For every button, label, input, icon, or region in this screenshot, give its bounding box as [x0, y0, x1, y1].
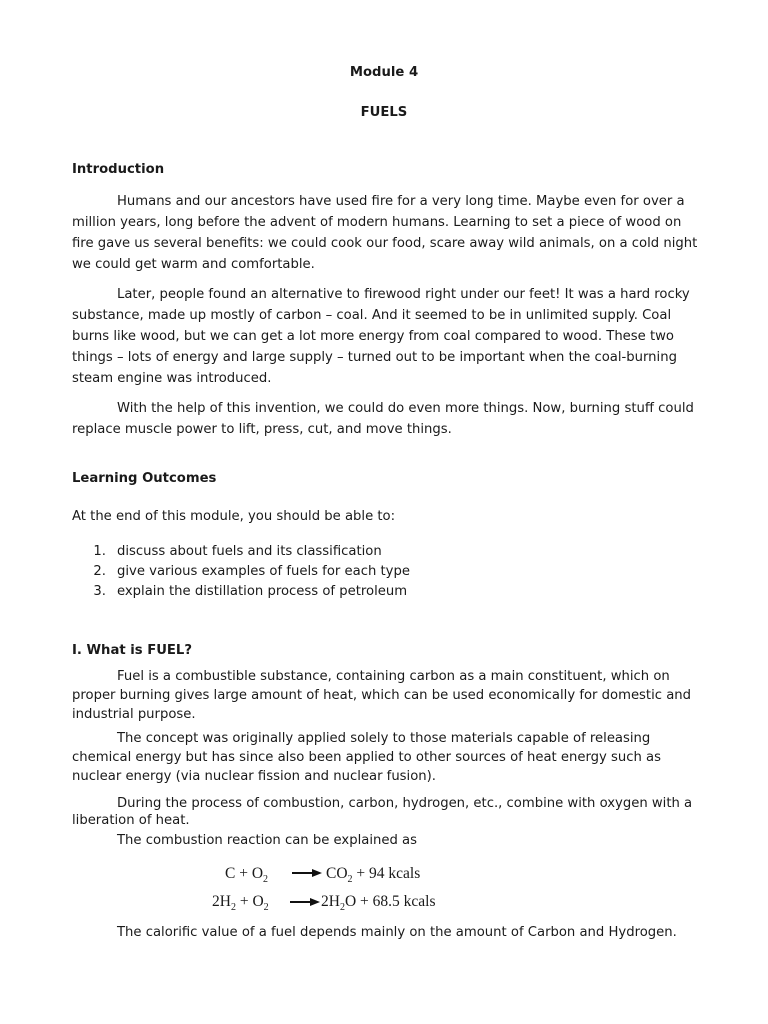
list-item [72, 582, 410, 602]
module-title: Module 4 [349, 65, 419, 80]
fuel-paragraph-2: The concept was originally applied solely to those materials capable of releasing chemical energy but has since also been applied to other sources of heat energy such as nuclear energy (via nuclear fission and nuclear fusion). [72, 731, 662, 784]
equation-1-rhs: $CO_2 + 94$ kcals [326, 865, 421, 886]
list-text: discuss about fuels and its classification [117, 544, 382, 559]
list-item [72, 542, 410, 562]
intro-paragraph-1: Humans and our ancestors have used fire for a very long time. Maybe even for over a million years, long before the advent of modern humans. Learning to set a piece of wood on fire gave us several benefits: we could cook our food, scare away wild animals, on a cold night we could get warm and comfortable. [72, 194, 698, 272]
list-text: explain the distillation process of petroleum [117, 584, 408, 599]
outcomes-list [72, 542, 410, 602]
outcomes-lead: At the end of this module, you should be able to: [72, 509, 396, 524]
intro-paragraph-2: Later, people found an alternative to firewood right under our feet! It was a hard rocky substance, made up mostly of carbon – coal. And it seemed to be in unlimited supply. Coal burns like wood, but we can get a lot more energy from coal compared to wood. These two things – lots of energy and large supply – turned out to be important when the coal-burning steam engine was introduced. [72, 287, 690, 386]
equation-2-rhs: $2H_2O + 68.5$ kcals [321, 893, 436, 914]
equation-1-lhs: $C + O_2$ [225, 865, 269, 886]
fuel-paragraph-4: The combustion reaction can be explained as [117, 833, 417, 848]
module-subtitle: FUELS [360, 105, 408, 120]
fuel-paragraph-3: During the process of combustion, carbon, hydrogen, etc., combine with oxygen with a liberation of heat. [72, 796, 693, 828]
learning-outcomes-heading: Learning Outcomes [72, 471, 217, 486]
equation-2-lhs: $2H_2 + O_2$ [212, 893, 269, 914]
reaction-arrow-icon [290, 896, 320, 908]
what-is-fuel-heading: I. What is FUEL? [72, 643, 192, 658]
fuel-paragraph-1: Fuel is a combustible substance, containing carbon as a main constituent, which on proper burning gives large amount of heat, which can be used economically for domestic and industrial purpose. [72, 669, 692, 722]
list-number: 1. [93, 544, 106, 559]
reaction-arrow-icon [292, 867, 322, 879]
intro-paragraph-3: With the help of this invention, we could do even more things. Now, burning stuff could replace muscle power to lift, press, cut, and move things. [72, 401, 694, 437]
list-number: 3. [93, 584, 106, 599]
fuel-paragraph-5: The calorific value of a fuel depends mainly on the amount of Carbon and Hydrogen. [117, 925, 677, 940]
list-text: give various examples of fuels for each type [117, 564, 410, 579]
list-number: 2. [93, 564, 106, 579]
list-item [72, 562, 410, 582]
introduction-heading: Introduction [72, 162, 165, 177]
